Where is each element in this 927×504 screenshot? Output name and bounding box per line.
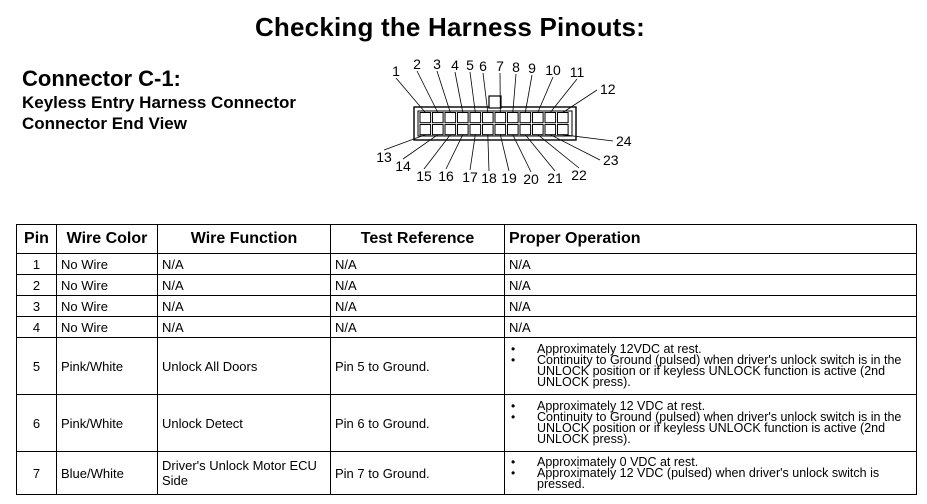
test-reference-cell: Pin 7 to Ground. [331, 452, 505, 495]
table-row [17, 317, 917, 338]
pin-label: 6 [479, 58, 487, 74]
proper-operation-cell: N/A [505, 254, 917, 275]
proper-operation-cell [505, 395, 917, 452]
pin-cell: 5 [17, 338, 57, 395]
wire-function-cell: Unlock Detect [158, 395, 331, 452]
leader-line [403, 135, 438, 159]
pin-cell: 7 [17, 452, 57, 495]
proper-operation-cell: N/A [505, 275, 917, 296]
test-reference-cell: Pin 6 to Ground. [331, 395, 505, 452]
wire-function-cell: Unlock All Doors [158, 338, 331, 395]
operation-bullet: • Approximately 0 VDC at rest. [537, 457, 912, 468]
pin-cell: 1 [17, 254, 57, 275]
page-title: Checking the Harness Pinouts: [254, 12, 646, 42]
connector-description: Keyless Entry Harness Connector [22, 93, 296, 112]
pin-label: 23 [603, 152, 619, 168]
pin-label: 9 [528, 60, 536, 76]
pin-cavity-top [420, 113, 431, 123]
wire-color-cell: Pink/White [57, 395, 158, 452]
operation-bullet-list [509, 454, 912, 491]
wire-function-cell: N/A [158, 254, 331, 275]
test-reference-cell: N/A [331, 296, 505, 317]
wire-color-cell: Pink/White [57, 338, 158, 395]
connector-latch [489, 96, 501, 108]
operation-bullet: • Continuity to Ground (pulsed) when driver's unlock switch is in the UNLOCK position or if keyless UNLOCK function is active (2nd UNLOCK press). [537, 355, 912, 388]
pin-label: 5 [466, 57, 474, 73]
pin-label: 24 [616, 133, 632, 149]
table-row [17, 254, 917, 275]
pin-cavity-top [470, 113, 481, 123]
leader-line [396, 78, 425, 113]
column-header-wire-function: Wire Function [158, 225, 331, 254]
pin-cavity-bottom [458, 125, 469, 135]
operation-bullet-list [509, 344, 912, 388]
pin-cavity-top [483, 113, 494, 123]
pin-cell: 2 [17, 275, 57, 296]
pin-cavity-bottom [470, 125, 481, 135]
pin-cavity-top [545, 113, 556, 123]
connector-title: Connector C-1: [22, 66, 181, 91]
pin-label: 12 [600, 81, 616, 97]
table-row [17, 338, 917, 395]
pin-cavity-bottom [558, 125, 569, 135]
pin-cavity-bottom [483, 125, 494, 135]
pin-label: 18 [481, 170, 497, 186]
operation-bullet-list [509, 401, 912, 445]
pin-cavity-bottom [445, 125, 456, 135]
pin-cavity-top [520, 113, 531, 123]
wire-color-cell: No Wire [57, 296, 158, 317]
connector-body [414, 96, 576, 140]
pin-label: 7 [496, 58, 504, 74]
pin-label: 19 [501, 170, 517, 186]
proper-operation-cell [505, 452, 917, 495]
pin-label: 20 [523, 171, 539, 187]
column-header-proper-operation: Proper Operation [505, 225, 917, 254]
wire-function-cell: N/A [158, 317, 331, 338]
pin-cavity-top [495, 113, 506, 123]
wire-color-cell: No Wire [57, 275, 158, 296]
operation-bullet: • Approximately 12VDC at rest. [537, 344, 912, 355]
pin-label: 10 [545, 62, 561, 78]
pin-cavity-bottom [533, 125, 544, 135]
pin-label: 11 [569, 64, 585, 80]
pin-cell: 3 [17, 296, 57, 317]
operation-bullet: • Approximately 12 VDC (pulsed) when driver's unlock switch is pressed. [537, 468, 912, 490]
pin-label: 2 [413, 56, 421, 72]
pin-cavity-bottom [545, 125, 556, 135]
proper-operation-cell: N/A [505, 296, 917, 317]
table-header-row [17, 225, 917, 254]
pin-label: 15 [416, 168, 432, 184]
pin-cavity-top [508, 113, 519, 123]
wire-color-cell: No Wire [57, 317, 158, 338]
connector-view-label: Connector End View [22, 114, 187, 133]
pin-cavity-top [558, 113, 569, 123]
pin-label: 14 [395, 158, 411, 174]
pin-label: 13 [376, 149, 392, 165]
column-header-pin: Pin [17, 225, 57, 254]
pin-label: 22 [571, 167, 587, 183]
pinout-table [16, 224, 917, 495]
table-row [17, 275, 917, 296]
connector-end-view-diagram [360, 52, 660, 202]
pin-label: 3 [433, 56, 441, 72]
test-reference-cell: N/A [331, 317, 505, 338]
pin-cell: 6 [17, 395, 57, 452]
pin-label: 1 [392, 63, 400, 79]
pin-label: 16 [438, 168, 454, 184]
leader-line [437, 71, 450, 113]
pin-cell: 4 [17, 317, 57, 338]
pin-cavity-bottom [433, 125, 444, 135]
wire-function-cell: N/A [158, 296, 331, 317]
leader-line [563, 90, 597, 113]
table-row [17, 296, 917, 317]
test-reference-cell: N/A [331, 275, 505, 296]
pin-label: 21 [547, 170, 563, 186]
test-reference-cell: Pin 5 to Ground. [331, 338, 505, 395]
pin-cavity-top [445, 113, 456, 123]
proper-operation-cell: N/A [505, 317, 917, 338]
wire-function-cell: Driver's Unlock Motor ECU Side [158, 452, 331, 495]
operation-bullet: • Approximately 12 VDC at rest. [537, 401, 912, 412]
pin-label: 17 [462, 169, 478, 185]
pin-cavity-top [433, 113, 444, 123]
column-header-test-reference: Test Reference [331, 225, 505, 254]
wire-function-cell: N/A [158, 275, 331, 296]
pin-label: 4 [451, 57, 459, 73]
pin-label: 8 [512, 59, 520, 75]
pin-cavity-bottom [520, 125, 531, 135]
table-row [17, 395, 917, 452]
table-row [17, 452, 917, 495]
pin-cavity-bottom [508, 125, 519, 135]
connector-heading [22, 66, 296, 134]
proper-operation-cell [505, 338, 917, 395]
test-reference-cell: N/A [331, 254, 505, 275]
wire-color-cell: No Wire [57, 254, 158, 275]
pin-cavity-top [533, 113, 544, 123]
pin-cavity-bottom [420, 125, 431, 135]
pin-cavity-bottom [495, 125, 506, 135]
pin-cavity-top [458, 113, 469, 123]
operation-bullet: • Continuity to Ground (pulsed) when driver's unlock switch is in the UNLOCK position or if keyless UNLOCK function is active (2nd UNLOCK press). [537, 412, 912, 445]
wire-color-cell: Blue/White [57, 452, 158, 495]
column-header-wire-color: Wire Color [57, 225, 158, 254]
